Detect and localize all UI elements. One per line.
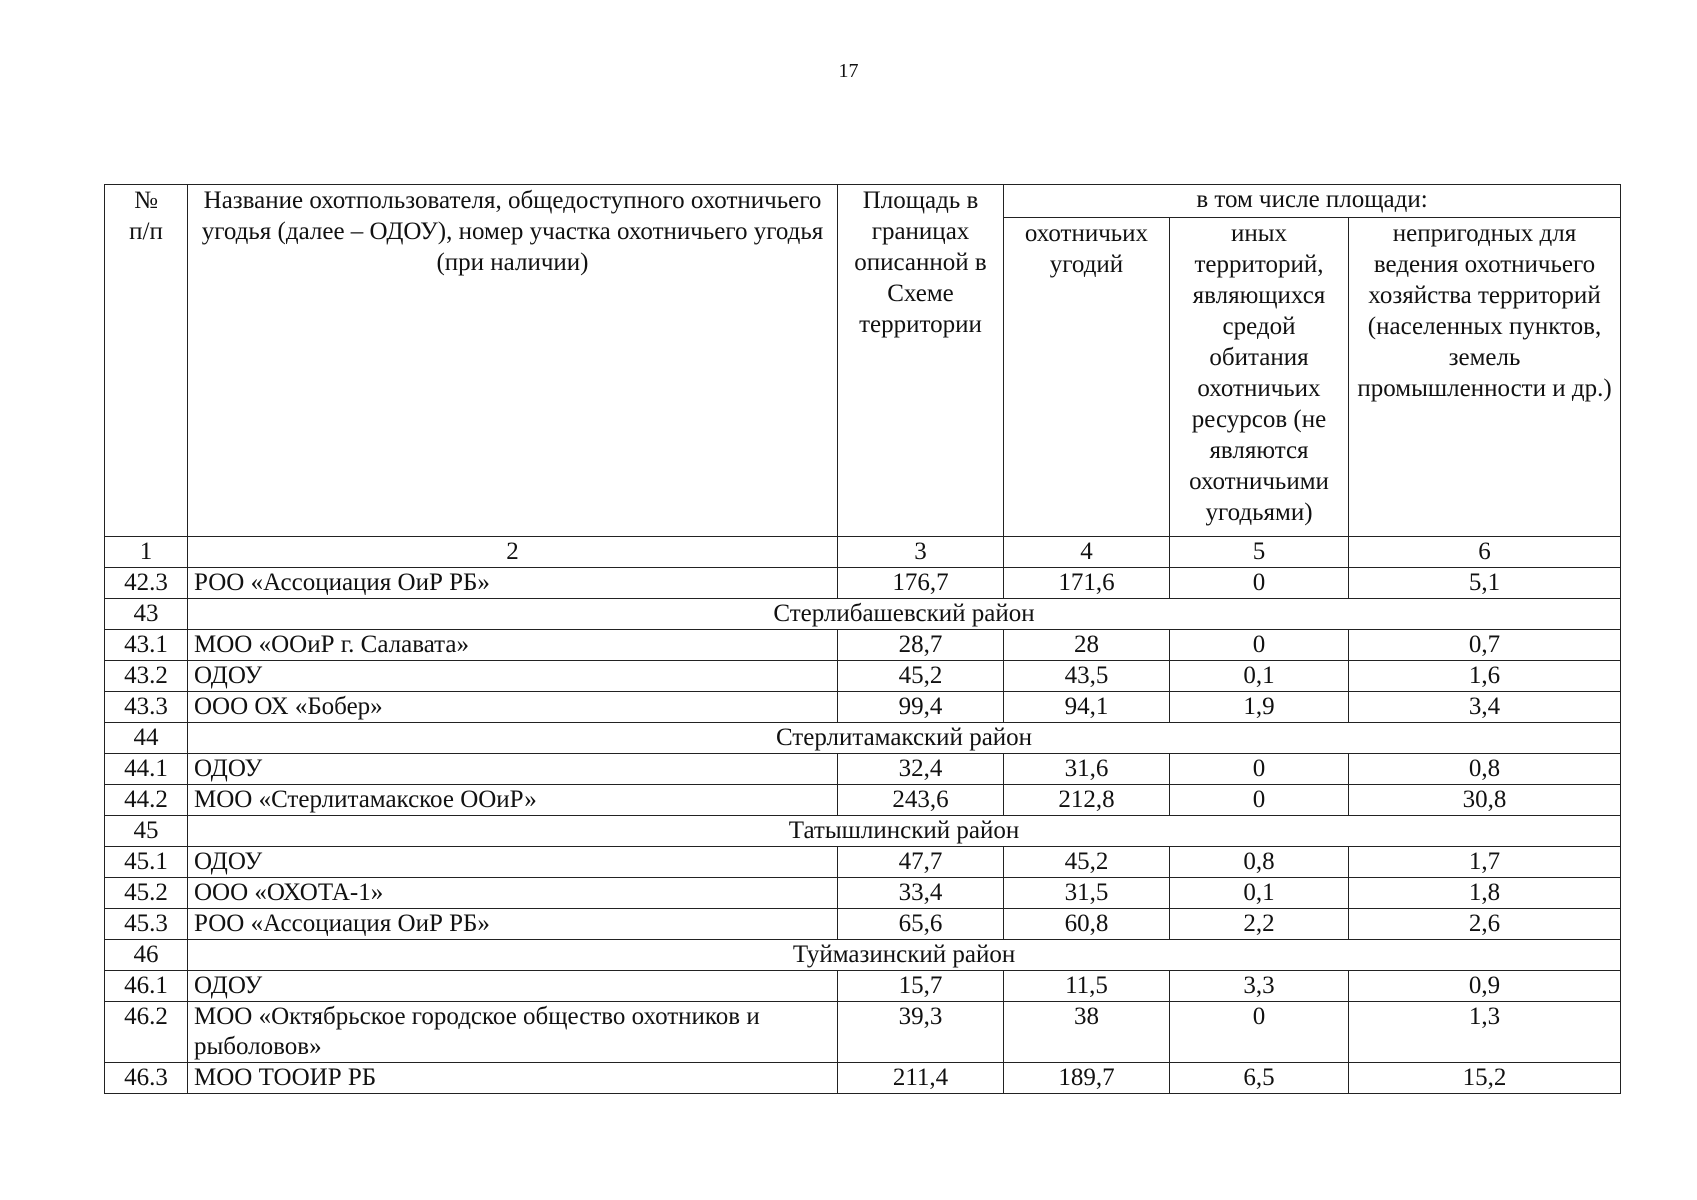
hunting-area: 171,6 [1004,568,1170,599]
district-name: Стерлитамакский район [188,723,1621,754]
other-area: 6,5 [1170,1063,1349,1094]
table-body [105,568,1621,1094]
table-row [105,971,1621,1002]
total-area: 39,3 [838,1002,1004,1063]
table-row [105,568,1621,599]
other-area: 3,3 [1170,971,1349,1002]
table-row [105,692,1621,723]
hunting-grounds-table [104,184,1621,1094]
unsuitable-area: 15,2 [1349,1063,1621,1094]
table-row [105,878,1621,909]
unsuitable-area: 5,1 [1349,568,1621,599]
hunting-area: 212,8 [1004,785,1170,816]
user-name: ООО ОХ «Бобер» [188,692,838,723]
total-area: 45,2 [838,661,1004,692]
row-number: 44.2 [105,785,188,816]
unsuitable-area: 2,6 [1349,909,1621,940]
unsuitable-area: 0,9 [1349,971,1621,1002]
other-area: 0 [1170,754,1349,785]
unsuitable-area: 1,8 [1349,878,1621,909]
unsuitable-area: 0,8 [1349,754,1621,785]
row-number: 46.1 [105,971,188,1002]
other-area: 0,1 [1170,661,1349,692]
district-row [105,599,1621,630]
table-row [105,661,1621,692]
other-area: 0 [1170,630,1349,661]
district-name: Татышлинский район [188,816,1621,847]
hunting-area: 31,6 [1004,754,1170,785]
row-number: 45.3 [105,909,188,940]
user-name: МОО ТООИР РБ [188,1063,838,1094]
user-name: ОДОУ [188,847,838,878]
total-area: 99,4 [838,692,1004,723]
row-number: 45.1 [105,847,188,878]
district-row [105,816,1621,847]
user-name: ОДОУ [188,971,838,1002]
user-name: ООО «ОХОТА-1» [188,878,838,909]
header-name: Название охотпользователя, общедоступного охотничьего угодья (далее – ОДОУ), номер участка охотничьего угодья (при наличии) [188,185,838,537]
row-number: 42.3 [105,568,188,599]
total-area: 243,6 [838,785,1004,816]
column-numbers-row [105,537,1621,568]
table-row [105,754,1621,785]
other-area: 0,1 [1170,878,1349,909]
table-row [105,785,1621,816]
row-number: 43.3 [105,692,188,723]
total-area: 65,6 [838,909,1004,940]
unsuitable-area: 1,6 [1349,661,1621,692]
user-name: РОО «Ассоциация ОиР РБ» [188,568,838,599]
hunting-area: 11,5 [1004,971,1170,1002]
header-number: № п/п [105,185,188,537]
row-number: 45 [105,816,188,847]
total-area: 32,4 [838,754,1004,785]
total-area: 28,7 [838,630,1004,661]
user-name: ОДОУ [188,754,838,785]
unsuitable-area: 1,3 [1349,1002,1621,1063]
district-row [105,723,1621,754]
unsuitable-area: 1,7 [1349,847,1621,878]
header-hunting-grounds: охотничьих угодий [1004,218,1170,537]
row-number: 44.1 [105,754,188,785]
row-number: 46.2 [105,1002,188,1063]
unsuitable-area: 30,8 [1349,785,1621,816]
row-number: 43 [105,599,188,630]
other-area: 1,9 [1170,692,1349,723]
other-area: 2,2 [1170,909,1349,940]
column-number: 3 [838,537,1004,568]
user-name: МОО «Октябрьское городское общество охотников и рыболовов» [188,1002,838,1063]
district-row [105,940,1621,971]
user-name: ОДОУ [188,661,838,692]
other-area: 0 [1170,568,1349,599]
hunting-area: 60,8 [1004,909,1170,940]
header-other-territories: иных территорий, являющихся средой обитания охотничьих ресурсов (не являются охотничьими угодьями) [1170,218,1349,537]
unsuitable-area: 0,7 [1349,630,1621,661]
table-row [105,847,1621,878]
table-row [105,1002,1621,1063]
page-number: 17 [838,60,859,82]
hunting-area: 28 [1004,630,1170,661]
header-unsuitable-territories: непригодных для ведения охотничьего хозяйства территорий (населенных пунктов, земель промышленности и др.) [1349,218,1621,537]
table-row [105,1063,1621,1094]
row-number: 44 [105,723,188,754]
column-number: 2 [188,537,838,568]
hunting-area: 31,5 [1004,878,1170,909]
header-total-area: Площадь в границах описанной в Схеме территории [838,185,1004,537]
row-number: 43.2 [105,661,188,692]
total-area: 176,7 [838,568,1004,599]
user-name: МОО «ООиР г. Салавата» [188,630,838,661]
hunting-area: 38 [1004,1002,1170,1063]
district-name: Туймазинский район [188,940,1621,971]
row-number: 45.2 [105,878,188,909]
other-area: 0,8 [1170,847,1349,878]
hunting-area: 45,2 [1004,847,1170,878]
row-number: 46.3 [105,1063,188,1094]
district-name: Стерлибашевский район [188,599,1621,630]
total-area: 211,4 [838,1063,1004,1094]
column-number: 5 [1170,537,1349,568]
row-number: 46 [105,940,188,971]
column-number: 6 [1349,537,1621,568]
other-area: 0 [1170,1002,1349,1063]
user-name: МОО «Стерлитамакское ООиР» [188,785,838,816]
table-row [105,630,1621,661]
user-name: РОО «Ассоциация ОиР РБ» [188,909,838,940]
row-number: 43.1 [105,630,188,661]
hunting-area: 189,7 [1004,1063,1170,1094]
total-area: 15,7 [838,971,1004,1002]
total-area: 47,7 [838,847,1004,878]
unsuitable-area: 3,4 [1349,692,1621,723]
column-number: 1 [105,537,188,568]
total-area: 33,4 [838,878,1004,909]
header-including-areas: в том числе площади: [1004,185,1621,218]
other-area: 0 [1170,785,1349,816]
column-number: 4 [1004,537,1170,568]
table-row [105,909,1621,940]
hunting-area: 43,5 [1004,661,1170,692]
hunting-area: 94,1 [1004,692,1170,723]
